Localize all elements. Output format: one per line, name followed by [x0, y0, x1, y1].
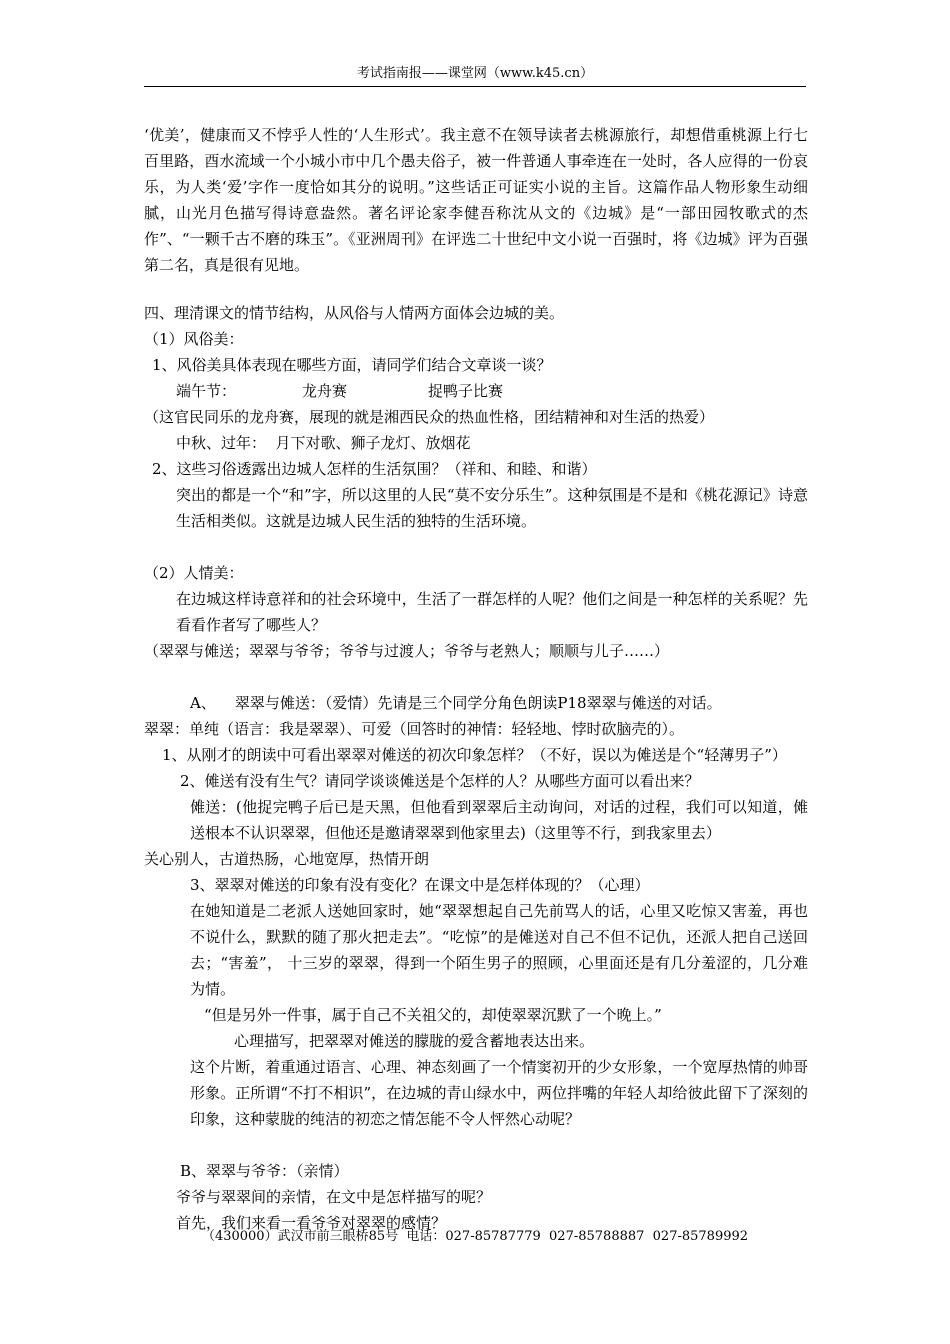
duanwu-item-1: 龙舟赛	[302, 382, 348, 400]
part-b-question: 爷爷与翠翠间的亲情，在文中是怎样描写的呢？	[176, 1188, 492, 1206]
spacer	[144, 1132, 808, 1158]
spacer	[144, 664, 808, 690]
part-a-summary: 这个片断，着重通过语言、心理、神态刻画了一个情窦初开的少女形象，一个宽厚热情的帅哥形象。正所谓“不打不相识”，在边城的青山绿水中，两位拌嘴的年轻人却给彼此留下了深刻的印象，这种蒙胧的纯洁的初恋之情怎能不令人怦然心动呢？	[190, 1058, 808, 1128]
section-4-heading: 四、理清课文的情节结构，从风俗与人情两方面体会边城的美。	[144, 304, 565, 322]
part-a-question-2-summary: 关心别人，古道热肠，心地宽厚，热情开朗	[144, 850, 430, 868]
renqing-intro: 在边城这样诗意祥和的社会环境中，生活了一群怎样的人呢？他们之间是一种怎样的关系呢？先看看作者写了哪些人？	[176, 590, 808, 634]
renqing-list: （翠翠与傩送；翠翠与爷爷；爷爷与过渡人；爷爷与老熟人；顺顺与儿子……）	[144, 642, 670, 660]
page-header: 考试指南报——课堂网（www.k45.cn）	[356, 66, 594, 81]
part-a-cuicui: 翠翠：单纯（语言：我是翠翠）、可爱（回答时的神情：轻轻地、悖时砍脑壳的）。	[144, 720, 685, 738]
part-a-question-3-answer: 在她知道是二老派人送她回家时，她“翠翠想起自己先前骂人的话，心里又吃惊又害羞，再也不说什么，默默的随了那火把走去”。“吃惊”的是傩送对自己不但不记仇，还派人把自己送回去；“害羞”， 十三岁的翠翠，得到一个陌生男子的照顾，心里面还是有几分羞涩的，几分难为情。	[190, 902, 808, 998]
part-a-heading: A、 翠翠与傩送：（爱情）先请是三个同学分角色朗读P18翠翠与傩送的对话。	[190, 694, 722, 712]
part-b-first: 首先，我们来看一看爷爷对翠翠的感情？	[176, 1214, 447, 1232]
subsection-2-heading: （2）人情美：	[144, 564, 244, 582]
duanwu-note: （这官民同乐的龙舟赛，展现的就是湘西民众的热血性格，团结精神和对生活的热爱）	[144, 408, 715, 426]
duanwu-label: 端午节：	[176, 382, 237, 400]
part-a-question-1: 1、从刚才的朗读中可看出翠翠对傩送的初次印象怎样？（不好，误以为傩送是个“轻薄男子”）	[162, 746, 787, 764]
zhongqiu-line: 中秋、过年： 月下对歌、狮子龙灯、放烟花	[176, 434, 471, 452]
duanwu-item-2: 捉鸭子比赛	[428, 382, 504, 400]
part-a-quote: “但是另外一件事，属于自己不关祖父的，却使翠翠沉默了一个晚上。”	[204, 1006, 662, 1024]
part-a-question-2-answer: 傩送：(他捉完鸭子后已是天黑，但他看到翠翠后主动询问，对话的过程，我们可以知道，傩送根本不认识翠翠，但他还是邀请翠翠到他家里去)（这里等不行，到我家里去）	[190, 798, 808, 842]
spacer	[144, 534, 808, 560]
spacer	[144, 278, 808, 300]
part-b-heading: B、翠翠与爷爷：（亲情）	[180, 1162, 349, 1180]
document-body	[144, 122, 808, 1236]
part-a-question-2: 2、傩送有没有生气？请同学谈谈傩送是个怎样的人？从哪些方面可以看出来？	[180, 772, 700, 790]
part-a-question-3: 3、翠翠对傩送的印象有没有变化？在课文中是怎样体现的？（心理）	[190, 876, 650, 894]
header-divider	[144, 86, 806, 87]
question-2: 2、这些习俗透露出边城人怎样的生活氛围？（祥和、和睦、和谐）	[152, 460, 597, 478]
part-a-quote-note: 心理描写，把翠翠对傩送的朦胧的爱含蓄地表达出来。	[234, 1032, 595, 1050]
page-footer: （430000）武汉市前三眼桥85号 电话：027-85787779 027-85788887 027-85789992	[201, 1229, 749, 1244]
subsection-1-heading: （1）风俗美：	[144, 330, 244, 348]
duanwu-line	[144, 378, 808, 404]
intro-paragraph: ‘优美’，健康而又不悖乎人性的‘人生形式’。我主意不在领导读者去桃源旅行，却想借重桃源上行七百里路，酉水流域一个小城小市中几个愚夫俗子，被一件普通人事牵连在一处时，各人应得的一份哀乐，为人类‘爱’字作一度恰如其分的说明。”这些话正可证实小说的主旨。这篇作品人物形象生动细腻，山光月色描写得诗意盎然。著名评论家李健吾称沈从文的《边城》是“一部田园牧歌式的杰作”、“一颗千古不磨的珠玉”。《亚洲周刊》在评选二十世纪中文小说一百强时，将《边城》评为百强第二名，真是很有见地。	[144, 126, 808, 274]
question-2-answer: 突出的都是一个“和”字，所以这里的人民“莫不安分乐生”。这种氛围是不是和《桃花源记》诗意生活相类似。这就是边城人民生活的独特的生活环境。	[176, 486, 808, 530]
question-1: 1、风俗美具体表现在哪些方面，请同学们结合文章谈一谈？	[152, 356, 552, 374]
